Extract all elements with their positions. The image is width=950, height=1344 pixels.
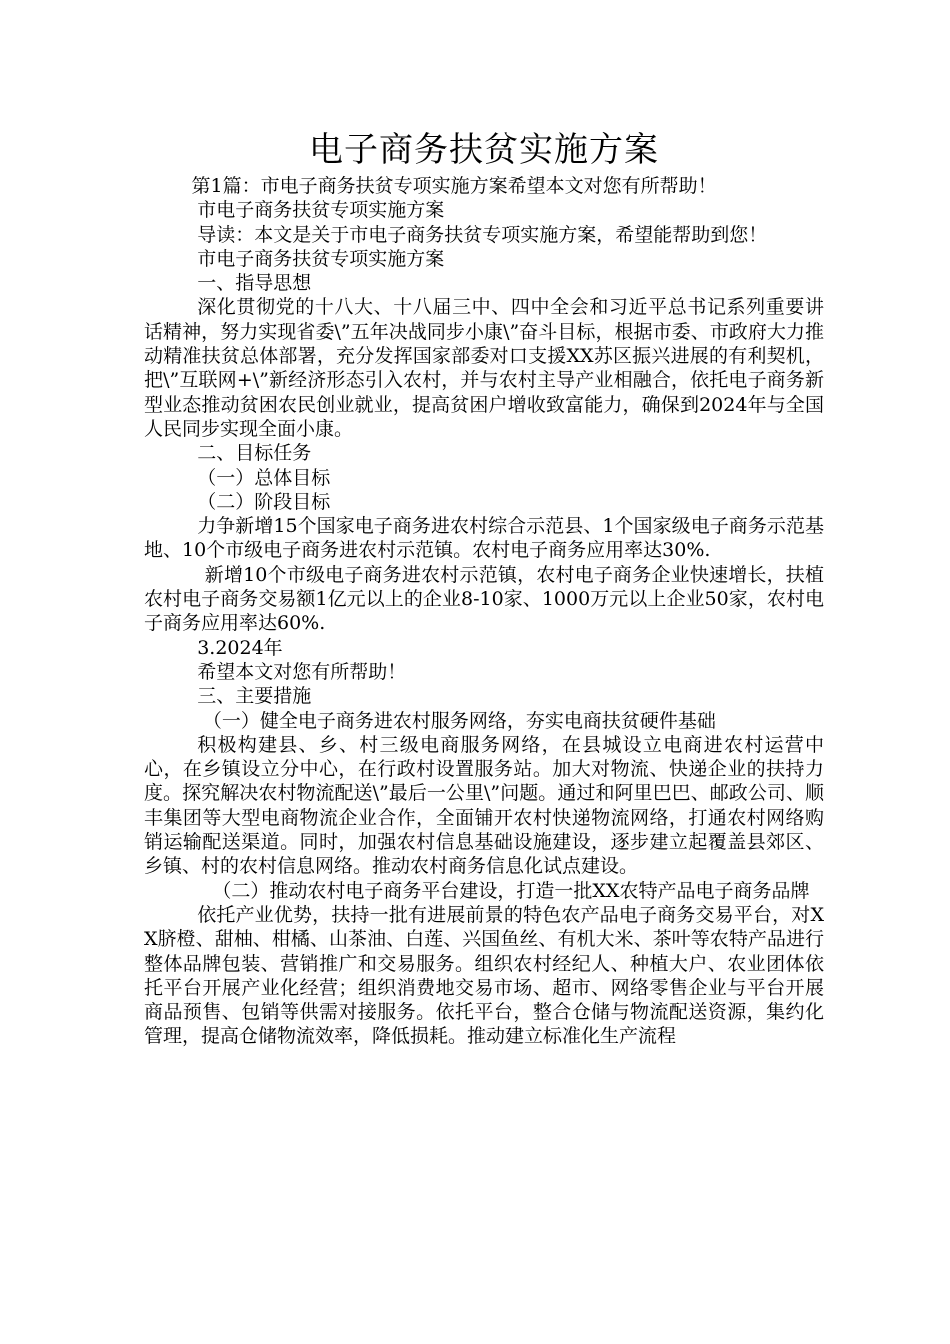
paragraph: 深化贯彻党的十八大、十八届三中、四中全会和习近平总书记系列重要讲话精神，努力实现省委\”五年决战同步小康\”奋斗目标，根据市委、市政府大力推动精准扶贫总体部署，充分发挥国家部委对口支援XX苏区振兴进展的有利契机，把\”互联网+\”新经济形态引入农村，并与农村主导产业相融合，依托电子商务新型业态推动贫困农民创业就业，提高贫困户增收致富能力，确保到2024年与全国人民同步实现全面小康。 [144,296,824,440]
section-heading: 三、主要措施 [197,685,312,708]
paragraph: 市电子商务扶贫专项实施方案 [197,247,445,270]
paragraph: 力争新增15个国家电子商务进农村综合示范县、1个国家级电子商务示范基地、10个市级电子商务进农村示范镇。农村电子商务应用率达30%. [144,515,824,562]
subsection-heading: （二）推动农村电子商务平台建设，打造一批XX农特产品电子商务品牌 [212,879,810,902]
paragraph: 市电子商务扶贫专项实施方案 [197,199,445,222]
paragraph: 积极构建县、乡、村三级电商服务网络，在县城设立电商进农村运营中心，在乡镇设立分中心，在行政村设置服务站。加大对物流、快递企业的扶持力度。探究解决农村物流配送\”最后一公里\”问题。通过和阿里巴巴、邮政公司、顺丰集团等大型电商物流企业合作，全面铺开农村快递物流网络，打通农村网络购销运输配送渠道。同时，加强农村信息基础设施建设，逐步建立起覆盖县郊区、乡镇、村的农村信息网络。推动农村商务信息化试点建设。 [144,733,824,878]
document-page [144,128,824,1049]
subsection-heading: （二）阶段目标 [197,490,331,513]
subsection-heading: （一）总体目标 [197,466,331,489]
paragraph: 3.2024年 [197,636,283,659]
document-title: 电子商务扶贫实施方案 [309,130,659,170]
document-body [144,174,824,1049]
paragraph: 新增10个市级电子商务进农村示范镇，农村电子商务企业快速增长，扶植农村电子商务交易额1亿元以上的企业8-10家、1000万元以上企业50家，农村电子商务应用率达60%. [144,563,824,635]
paragraph: 导读：本文是关于市电子商务扶贫专项实施方案，希望能帮助到您！ [197,223,768,246]
section-heading: 二、目标任务 [197,442,312,465]
paragraph: 依托产业优势，扶持一批有进展前景的特色农产品电子商务交易平台，对XX脐橙、甜柚、柑橘、山茶油、白莲、兴国鱼丝、有机大米、茶叶等农特产品进行整体品牌包装、营销推广和交易服务。组织农村经纪人、种植大户、农业团体依托平台开展产业化经营；组织消费地交易市场、超市、网络零售企业与平台开展商品预售、包销等供需对接服务。依托平台，整合仓储与物流配送资源，集约化管理，提高仓储物流效率，降低损耗。推动建立标准化生产流程 [144,903,824,1048]
paragraph: 第1篇：市电子商务扶贫专项实施方案希望本文对您有所帮助！ [191,175,717,197]
section-heading: 一、指导思想 [197,272,312,295]
paragraph: 希望本文对您有所帮助！ [197,660,407,683]
subsection-heading: （一）健全电子商务进农村服务网络，夯实电商扶贫硬件基础 [202,709,716,732]
